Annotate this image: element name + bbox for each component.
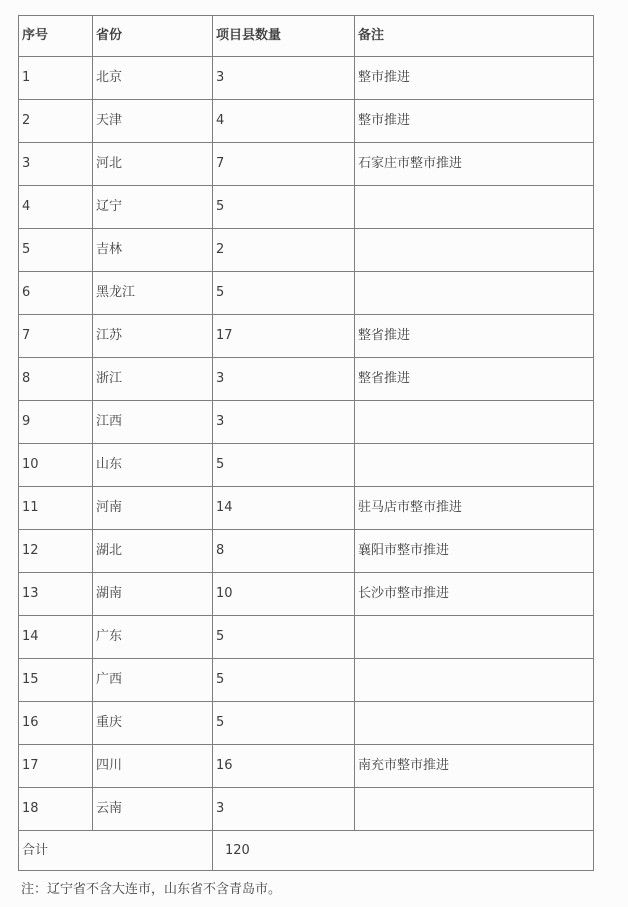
- count-cell: 5: [213, 616, 355, 659]
- remark-cell: [355, 788, 594, 831]
- remark-cell: [355, 186, 594, 229]
- province-cell: 重庆: [93, 702, 213, 745]
- count-cell: 3: [213, 788, 355, 831]
- total-label-cell: 合计: [19, 831, 213, 871]
- remark-cell: 整省推进: [355, 315, 594, 358]
- index-cell: 11: [19, 487, 93, 530]
- province-cell: 吉林: [93, 229, 213, 272]
- province-cell: 江西: [93, 401, 213, 444]
- table-row: [19, 315, 594, 358]
- index-cell: 13: [19, 573, 93, 616]
- footnote: 注：辽宁省不含大连市，山东省不含青岛市。: [21, 882, 282, 897]
- index-cell: 8: [19, 358, 93, 401]
- index-cell: 7: [19, 315, 93, 358]
- count-cell: 16: [213, 745, 355, 788]
- table-row: [19, 530, 594, 573]
- table-row: [19, 702, 594, 745]
- count-cell: 3: [213, 401, 355, 444]
- province-cell: 湖北: [93, 530, 213, 573]
- index-cell: 18: [19, 788, 93, 831]
- table-row: [19, 788, 594, 831]
- index-cell: 17: [19, 745, 93, 788]
- province-cell: 辽宁: [93, 186, 213, 229]
- count-cell: 5: [213, 272, 355, 315]
- province-cell: 广东: [93, 616, 213, 659]
- count-cell: 2: [213, 229, 355, 272]
- remark-cell: 襄阳市整市推进: [355, 530, 594, 573]
- index-cell: 14: [19, 616, 93, 659]
- table-row: [19, 272, 594, 315]
- index-cell: 2: [19, 100, 93, 143]
- province-cell: 山东: [93, 444, 213, 487]
- remark-cell: [355, 702, 594, 745]
- remark-cell: 驻马店市整市推进: [355, 487, 594, 530]
- table-row: [19, 745, 594, 788]
- table-row: [19, 229, 594, 272]
- index-cell: 9: [19, 401, 93, 444]
- count-cell: 14: [213, 487, 355, 530]
- remark-cell: 整市推进: [355, 100, 594, 143]
- province-cell: 浙江: [93, 358, 213, 401]
- index-cell: 5: [19, 229, 93, 272]
- province-cell: 江苏: [93, 315, 213, 358]
- index-cell: 16: [19, 702, 93, 745]
- province-cell: 广西: [93, 659, 213, 702]
- remark-cell: [355, 616, 594, 659]
- header-serial-number: 序号: [19, 16, 93, 57]
- province-cell: 湖南: [93, 573, 213, 616]
- count-cell: 5: [213, 186, 355, 229]
- table-row: [19, 57, 594, 100]
- table-row: [19, 358, 594, 401]
- table-row: [19, 659, 594, 702]
- table-row: [19, 616, 594, 659]
- count-cell: 7: [213, 143, 355, 186]
- remark-cell: [355, 229, 594, 272]
- index-cell: 1: [19, 57, 93, 100]
- count-cell: 3: [213, 57, 355, 100]
- index-cell: 15: [19, 659, 93, 702]
- index-cell: 6: [19, 272, 93, 315]
- province-cell: 河南: [93, 487, 213, 530]
- count-cell: 5: [213, 659, 355, 702]
- header-remarks: 备注: [355, 16, 594, 57]
- remark-cell: [355, 272, 594, 315]
- province-cell: 黑龙江: [93, 272, 213, 315]
- province-cell: 四川: [93, 745, 213, 788]
- count-cell: 5: [213, 444, 355, 487]
- index-cell: 4: [19, 186, 93, 229]
- project-county-table: [18, 15, 594, 871]
- count-cell: 8: [213, 530, 355, 573]
- count-cell: 17: [213, 315, 355, 358]
- count-cell: 10: [213, 573, 355, 616]
- province-cell: 河北: [93, 143, 213, 186]
- index-cell: 12: [19, 530, 93, 573]
- province-cell: 北京: [93, 57, 213, 100]
- index-cell: 10: [19, 444, 93, 487]
- remark-cell: [355, 401, 594, 444]
- remark-cell: [355, 659, 594, 702]
- remark-cell: 整市推进: [355, 57, 594, 100]
- table-row: [19, 487, 594, 530]
- remark-cell: 长沙市整市推进: [355, 573, 594, 616]
- index-cell: 3: [19, 143, 93, 186]
- table-row: [19, 444, 594, 487]
- remark-cell: 南充市整市推进: [355, 745, 594, 788]
- header-province: 省份: [93, 16, 213, 57]
- total-row: [19, 831, 594, 871]
- province-cell: 天津: [93, 100, 213, 143]
- table-row: [19, 100, 594, 143]
- remark-cell: 石家庄市整市推进: [355, 143, 594, 186]
- count-cell: 4: [213, 100, 355, 143]
- table-row: [19, 573, 594, 616]
- table-row: [19, 143, 594, 186]
- table-row: [19, 186, 594, 229]
- header-project-county-count: 项目县数量: [213, 16, 355, 57]
- total-value-cell: 120: [213, 831, 594, 871]
- table-row: [19, 401, 594, 444]
- count-cell: 3: [213, 358, 355, 401]
- header-row: [19, 16, 594, 57]
- remark-cell: 整省推进: [355, 358, 594, 401]
- province-cell: 云南: [93, 788, 213, 831]
- count-cell: 5: [213, 702, 355, 745]
- remark-cell: [355, 444, 594, 487]
